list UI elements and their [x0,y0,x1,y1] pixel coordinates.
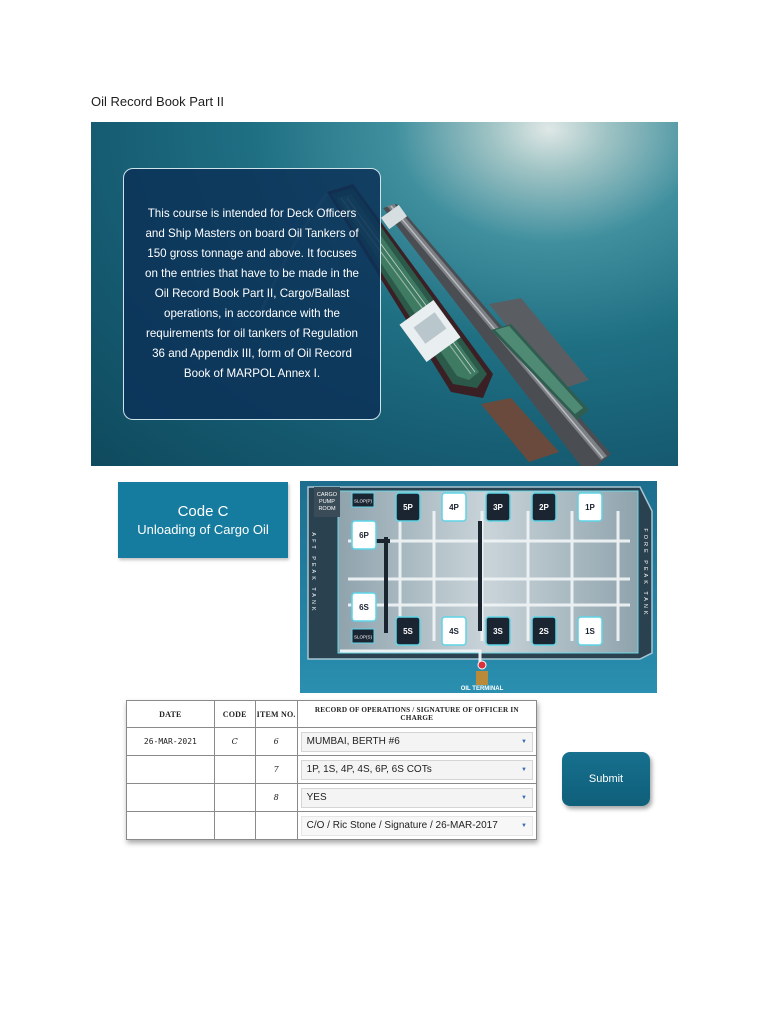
tank-label: 5S [403,627,413,636]
cargo-tank-4p [442,493,466,521]
header-item-no: ITEM NO. [255,701,297,728]
tank-label: 1P [585,503,595,512]
code-letter: Code C [177,502,229,520]
submit-button[interactable]: Submit [562,752,650,806]
record-dropdown-value: 1P, 1S, 4P, 4S, 6P, 6S COTs [306,764,432,775]
terminal-valve-icon [478,661,486,669]
item-no-cell: 7 [255,756,297,784]
tank-label: 3P [493,503,503,512]
code-cell [214,756,255,784]
slop-tank-starboard-label: SLOP(S) [353,634,373,640]
cargo-tank-6p [352,521,376,549]
item-no-cell: 8 [255,784,297,812]
table-header-row [127,701,537,728]
course-description-panel [123,168,381,420]
item-no-cell [255,812,297,840]
table-row [127,756,537,784]
pump-room-label-line: ROOM [318,506,336,512]
tank-label: 6S [359,603,369,612]
tank-label: 5P [403,503,413,512]
header-record-of-operations: RECORD OF OPERATIONS / SIGNATURE OF OFFICER IN CHARGE [297,701,536,728]
header-code: CODE [214,701,255,728]
tank-label: 3S [493,627,503,636]
record-dropdown[interactable] [301,788,533,808]
record-cell [297,812,536,840]
tank-label: 4S [449,627,459,636]
table-row [127,784,537,812]
table-row [127,812,537,840]
record-dropdown[interactable] [301,816,533,836]
description-line: This course is intended for Deck Officers [147,207,357,220]
description-line: and Ship Masters on board Oil Tankers of [145,227,359,240]
fore-peak-label: FORE PEAK TANK [642,528,648,618]
oil-record-table [126,700,537,840]
chevron-down-icon[interactable]: ▼ [521,822,527,829]
tank-label: 1S [585,627,595,636]
terminal-manifold [476,671,488,685]
cargo-tank-2p [532,493,556,521]
code-cell [214,812,255,840]
page-title: Oil Record Book Part II [91,94,224,109]
course-description [145,204,359,384]
record-dropdown-value: MUMBAI, BERTH #6 [306,736,400,747]
tank-label: 6P [359,531,369,540]
oil-terminal-label: OIL TERMINAL [460,686,504,692]
date-cell [127,756,215,784]
aft-peak-label: AFT PEAK TANK [310,532,316,614]
cargo-tank-5s [396,617,420,645]
description-line: operations, in accordance with the [164,307,340,320]
code-cell: C [214,728,255,756]
date-cell: 26-MAR-2021 [127,728,215,756]
cargo-tank-3p [486,493,510,521]
cargo-tank-1s [578,617,602,645]
record-dropdown[interactable] [301,760,533,780]
chevron-down-icon[interactable]: ▼ [521,794,527,801]
cargo-tank-5p [396,493,420,521]
hero-image [91,122,678,466]
code-description: Unloading of Cargo Oil [137,521,269,537]
description-line: Book of MARPOL Annex I. [183,367,321,380]
description-line: on the entries that have to be made in the [145,267,359,280]
cargo-tank-6s [352,593,376,621]
code-cell [214,784,255,812]
record-cell [297,784,536,812]
pump-room-label-line: CARGO [316,492,338,498]
table-row [127,728,537,756]
chevron-down-icon[interactable]: ▼ [521,766,527,773]
chevron-down-icon[interactable]: ▼ [521,738,527,745]
record-cell [297,756,536,784]
header-date: DATE [127,701,215,728]
record-cell [297,728,536,756]
cargo-tank-4s [442,617,466,645]
tank-label: 2S [539,627,549,636]
cargo-tank-1p [578,493,602,521]
cargo-tank-2s [532,617,556,645]
record-dropdown-value: YES [306,792,327,803]
date-cell [127,812,215,840]
item-no-cell: 6 [255,728,297,756]
slop-tank-port-label: SLOP(P) [353,498,373,504]
record-dropdown[interactable] [301,732,533,752]
date-cell [127,784,215,812]
pump-room-label-line: PUMP [319,499,335,505]
tank-label: 2P [539,503,549,512]
cargo-tank-diagram [300,481,657,693]
operation-code-label [118,482,288,558]
record-dropdown-value: C/O / Ric Stone / Signature / 26-MAR-2017 [306,820,498,831]
description-line: 36 and Appendix III, form of Oil Record [152,347,352,360]
description-line: requirements for oil tankers of Regulation [145,327,359,340]
description-line: Oil Record Book Part II, Cargo/Ballast [154,287,350,300]
description-line: 150 gross tonnage and above. It focuses [147,247,357,260]
tank-layout-svg [300,481,657,693]
cargo-tank-3s [486,617,510,645]
tank-label: 4P [449,503,459,512]
